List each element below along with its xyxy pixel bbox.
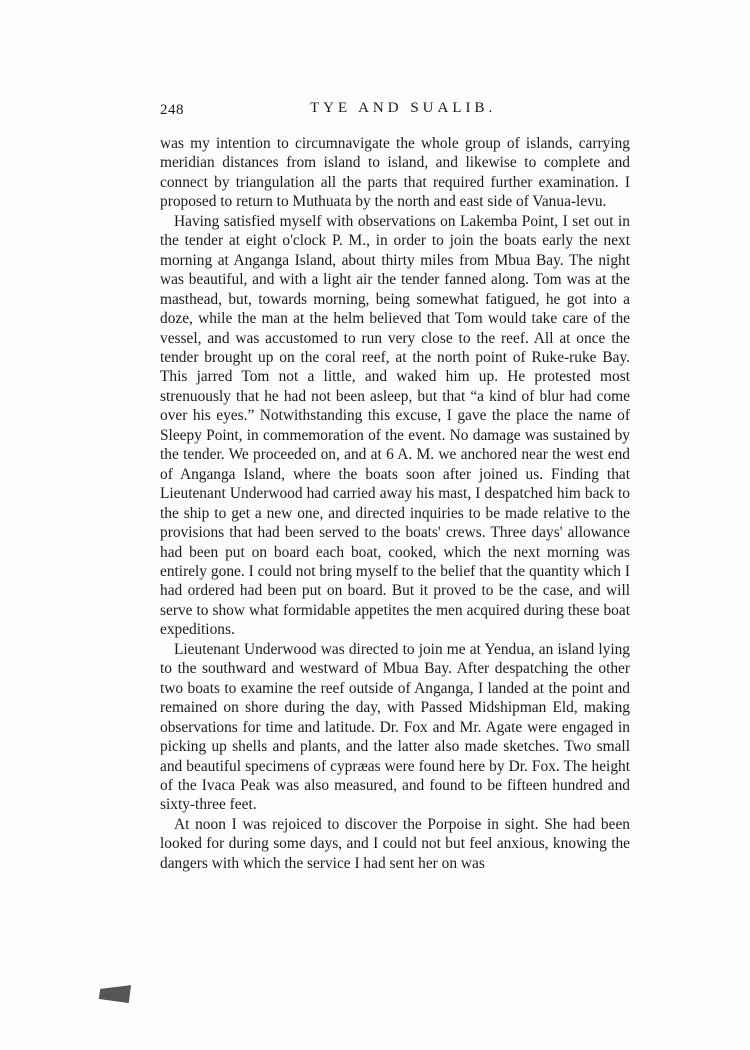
paragraph-2: Having satisfied myself with observations on Lakemba Point, I set out in the tender at eight o'clock P. M., in order to join the boats early the next morning at Anganga Island, about thirty miles from Mbua Bay. The night was beautiful, and with a light air the tender fanned along. Tom was at the masthead, but, towards morning, being somewhat fatigued, he got into a doze, while the man at the helm believed that Tom would take care of the vessel, and was accustomed to run very close to the reef. All at once the tender brought up on the coral reef, at the north point of Ruke-ruke Bay. This jarred Tom not a little, and waked him up. He protested most strenuously that he had not been asleep, but that “a kind of blur had come over his eyes.” Notwithstanding this excuse, I gave the place the name of Sleepy Point, in commemoration of the event. No damage was sustained by the tender. We proceeded on, and at 6 A. M. we anchored near the west end of Anganga Island, where the boats soon after joined us. Finding that Lieutenant Underwood had carried away his mast, I despatched him back to the ship to get a new one, and directed inquiries to be made relative to the provisions that had been served to the boats' crews. Three days' allowance had been put on board each boat, cooked, which the next morning was entirely gone. I could not bring myself to the belief that the quantity which I had ordered had been put on board. But it proved to be the case, and will serve to show what formidable appetites the men acquired during these boat expeditions. [160, 212, 630, 639]
paragraph-4: At noon I was rejoiced to discover the Porpoise in sight. She had been looked for during some days, and I could not but feel anxious, knowing the dangers with which the service I had sent her on was [160, 815, 630, 872]
paragraph-1: was my intention to circumnavigate the whole group of islands, carrying meridian distances from island to island, and likewise to complete and connect by triangulation all the parts that required further examination. I proposed to return to Muthuata by the north and east side of Vanua-levu. [160, 135, 630, 211]
body-text [160, 134, 630, 873]
page-number: 248 [160, 102, 184, 118]
running-head: TYE AND SUALIB. [310, 100, 497, 116]
page-header [160, 98, 630, 122]
paragraph-3: Lieutenant Underwood was directed to join me at Yendua, an island lying to the southward and westward of Mbua Bay. After despatching the other two boats to examine the reef outside of Anganga, I landed at the point and remained on shore during the day, with Passed Midshipman Eld, making observations for time and latitude. Dr. Fox and Mr. Agate were engaged in picking up shells and plants, and the latter also made sketches. Two small and beautiful specimens of cypræas were found here by Dr. Fox. The height of the Ivaca Peak was also measured, and found to be fifteen hundred and sixty-three feet. [160, 640, 630, 814]
scan-mark [99, 981, 131, 1003]
